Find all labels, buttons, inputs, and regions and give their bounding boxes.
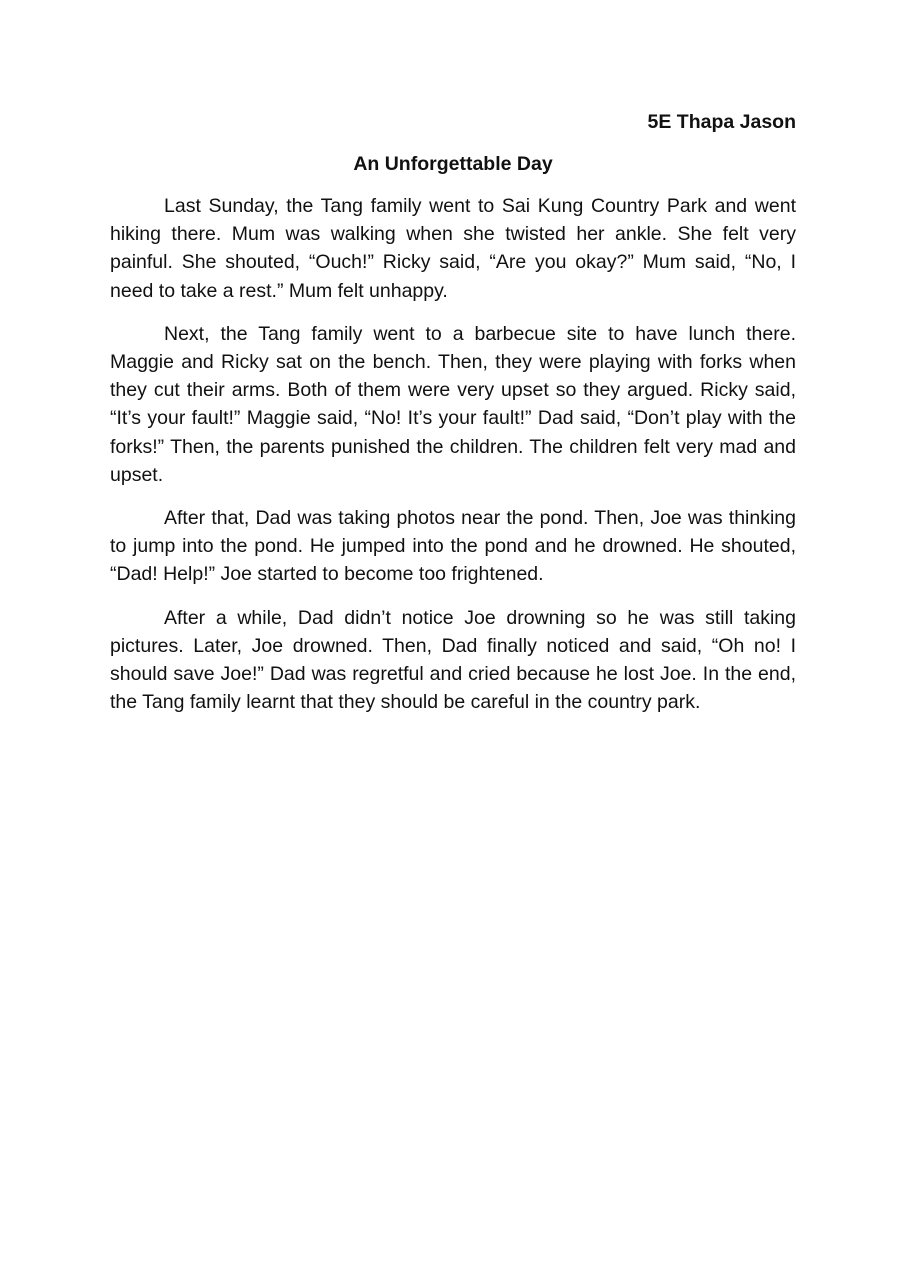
paragraph-2: Next, the Tang family went to a barbecue site to have lunch there. Maggie and Ricky sat on the bench. Then, they were playing with forks when they cut their arms. Both of them were very upset so they argued. Ricky said, “It’s your fault!” Maggie said, “No! It’s your fault!” Dad said, “Don’t play with the forks!” Then, the parents punished the children. The children felt very mad and upset. <box>110 322 796 486</box>
document-body <box>110 108 796 731</box>
paragraph-1: Last Sunday, the Tang family went to Sai Kung Country Park and went hiking there. Mum was walking when she twisted her ankle. She felt very painful. She shouted, “Ouch!” Ricky said, “Are you okay?” Mum said, “No, I need to take a rest.” Mum felt unhappy. <box>110 195 796 302</box>
paragraph-4: After a while, Dad didn’t notice Joe drowning so he was still taking pictures. Later, Joe drowned. Then, Dad finally noticed and said, “Oh no! I should save Joe!” Dad was regretful and cried because he lost Joe. In the end, the Tang family learnt that they should be careful in the country park. <box>110 606 796 714</box>
paragraph-3: After that, Dad was taking photos near the pond. Then, Joe was thinking to jump into the pond. He jumped into the pond and he drowned. He shouted, “Dad! Help!” Joe started to become too frightened. <box>110 507 796 586</box>
author-name: 5E Thapa Jason <box>647 111 796 133</box>
document-title: An Unforgettable Day <box>353 153 553 175</box>
